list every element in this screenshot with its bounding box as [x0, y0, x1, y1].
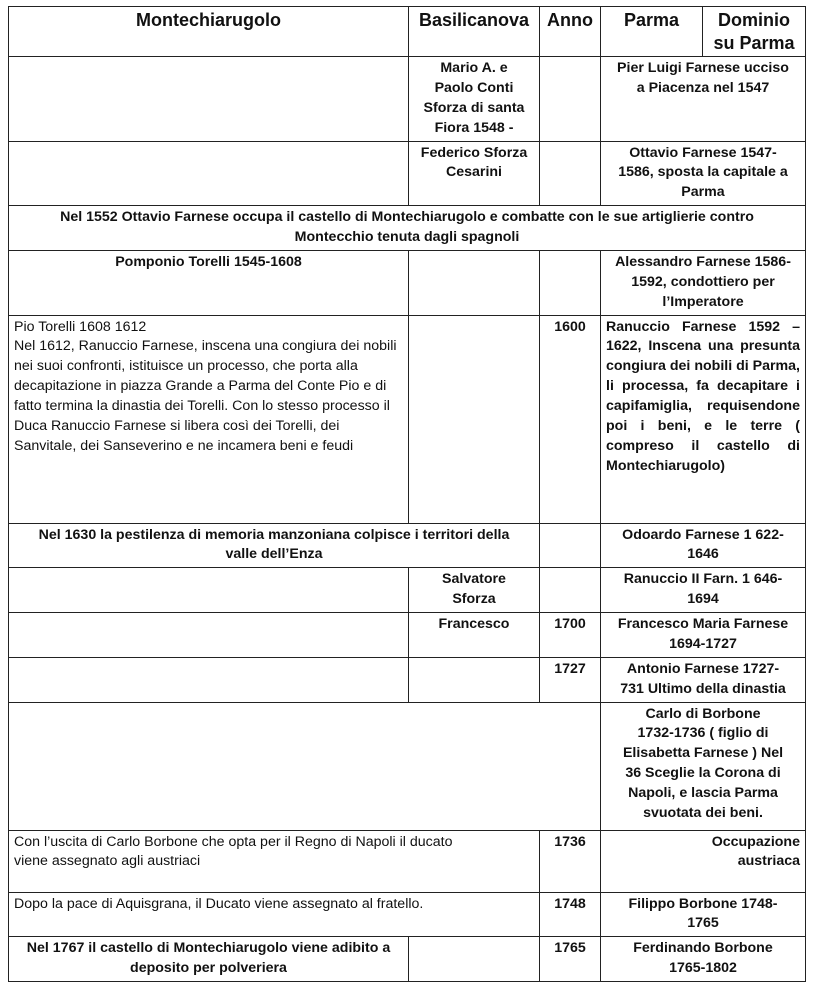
cell-parma: Alessandro Farnese 1586- 1592, condottiero per l’Imperatore — [601, 250, 806, 315]
table-row — [9, 315, 806, 523]
table-row — [9, 892, 806, 937]
cell-montechiarugolo — [9, 613, 409, 658]
cell-montechiarugolo — [9, 141, 409, 206]
history-table-sheet — [8, 6, 806, 982]
cell-montechiarugolo — [9, 657, 409, 702]
cell-anno — [540, 141, 601, 206]
cell-montechiarugolo — [9, 568, 409, 613]
cell-anno: 1736 — [540, 830, 601, 892]
cell-parma: Ranuccio II Farn. 1 646- 1694 — [601, 568, 806, 613]
cell-span: Nel 1630 la pestilenza di memoria manzoniana colpisce i territori della valle dell’Enza — [9, 523, 540, 568]
cell-anno: 1748 — [540, 892, 601, 937]
history-table — [8, 6, 806, 982]
cell-parma: Carlo di Borbone 1732-1736 ( figlio di Elisabetta Farnese ) Nel 36 Sceglie la Corona di Napoli, e lascia Parma svuotata dei beni. — [601, 702, 806, 830]
cell-anno — [540, 57, 601, 142]
cell-span-empty — [9, 702, 601, 830]
cell-basilicanova: Federico Sforza Cesarini — [409, 141, 540, 206]
cell-anno — [540, 250, 601, 315]
table-row — [9, 250, 806, 315]
header-dominio: Dominio su Parma — [703, 7, 806, 57]
cell-basilicanova — [409, 250, 540, 315]
cell-anno: 1727 — [540, 657, 601, 702]
cell-anno: 1700 — [540, 613, 601, 658]
cell-span: Dopo la pace di Aquisgrana, il Ducato viene assegnato al fratello. — [9, 892, 540, 937]
cell-anno — [540, 568, 601, 613]
header-row — [9, 7, 806, 57]
cell-parma: Occupazione austriaca — [601, 830, 806, 892]
table-row — [9, 702, 806, 830]
table-row — [9, 657, 806, 702]
cell-parma: Antonio Farnese 1727- 731 Ultimo della dinastia — [601, 657, 806, 702]
cell-basilicanova: Mario A. e Paolo Conti Sforza di santa Fiora 1548 - — [409, 57, 540, 142]
cell-basilicanova: Francesco — [409, 613, 540, 658]
cell-montechiarugolo: Nel 1767 il castello di Montechiarugolo viene adibito a deposito per polveriera — [9, 937, 409, 982]
header-anno: Anno — [540, 7, 601, 57]
table-row — [9, 141, 806, 206]
cell-parma: Pier Luigi Farnese ucciso a Piacenza nel 1547 — [601, 57, 806, 142]
cell-parma: Francesco Maria Farnese 1694-1727 — [601, 613, 806, 658]
cell-parma: Ottavio Farnese 1547- 1586, sposta la capitale a Parma — [601, 141, 806, 206]
cell-parma: Odoardo Farnese 1 622- 1646 — [601, 523, 806, 568]
cell-span: Con l’uscita di Carlo Borbone che opta per il Regno di Napoli il ducato viene assegnato agli austriaci — [9, 830, 540, 892]
cell-anno: 1765 — [540, 937, 601, 982]
cell-montechiarugolo: Pomponio Torelli 1545-1608 — [9, 250, 409, 315]
table-row — [9, 830, 806, 892]
cell-basilicanova — [409, 657, 540, 702]
table-row — [9, 937, 806, 982]
cell-anno: 1600 — [540, 315, 601, 523]
table-row — [9, 57, 806, 142]
cell-basilicanova: Salvatore Sforza — [409, 568, 540, 613]
table-row — [9, 613, 806, 658]
cell-anno — [540, 523, 601, 568]
cell-parma: Ranuccio Farnese 1592 – 1622, Inscena una presunta congiura dei nobili di Parma, li processa, fa decapitare i capifamiglia, requisendone poi i beni, e le terre ( compreso il castello di Montechiarugolo) — [601, 315, 806, 523]
cell-full-banner: Nel 1552 Ottavio Farnese occupa il castello di Montechiarugolo e combatte con le sue artiglierie contro Montecchio tenuta dagli spagnoli — [9, 206, 806, 251]
cell-parma: Filippo Borbone 1748- 1765 — [601, 892, 806, 937]
cell-parma: Ferdinando Borbone 1765-1802 — [601, 937, 806, 982]
cell-basilicanova — [409, 937, 540, 982]
table-row — [9, 523, 806, 568]
cell-basilicanova — [409, 315, 540, 523]
table-row — [9, 568, 806, 613]
cell-montechiarugolo — [9, 57, 409, 142]
header-basilicanova: Basilicanova — [409, 7, 540, 57]
cell-montechiarugolo: Pio Torelli 1608 1612 Nel 1612, Ranuccio Farnese, inscena una congiura dei nobili nei suoi confronti, istituisce un processo, che porta alla decapitazione in piazza Grande a Parma del Conte Pio e di fatto termina la dinastia dei Torelli. Con lo stesso processo il Duca Ranuccio Farnese si libera così dei Torelli, dei Sanvitale, dei Sanseverino e ne incamera beni e feudi — [9, 315, 409, 523]
header-parma: Parma — [601, 7, 703, 57]
header-montechiarugolo: Montechiarugolo — [9, 7, 409, 57]
table-row — [9, 206, 806, 251]
